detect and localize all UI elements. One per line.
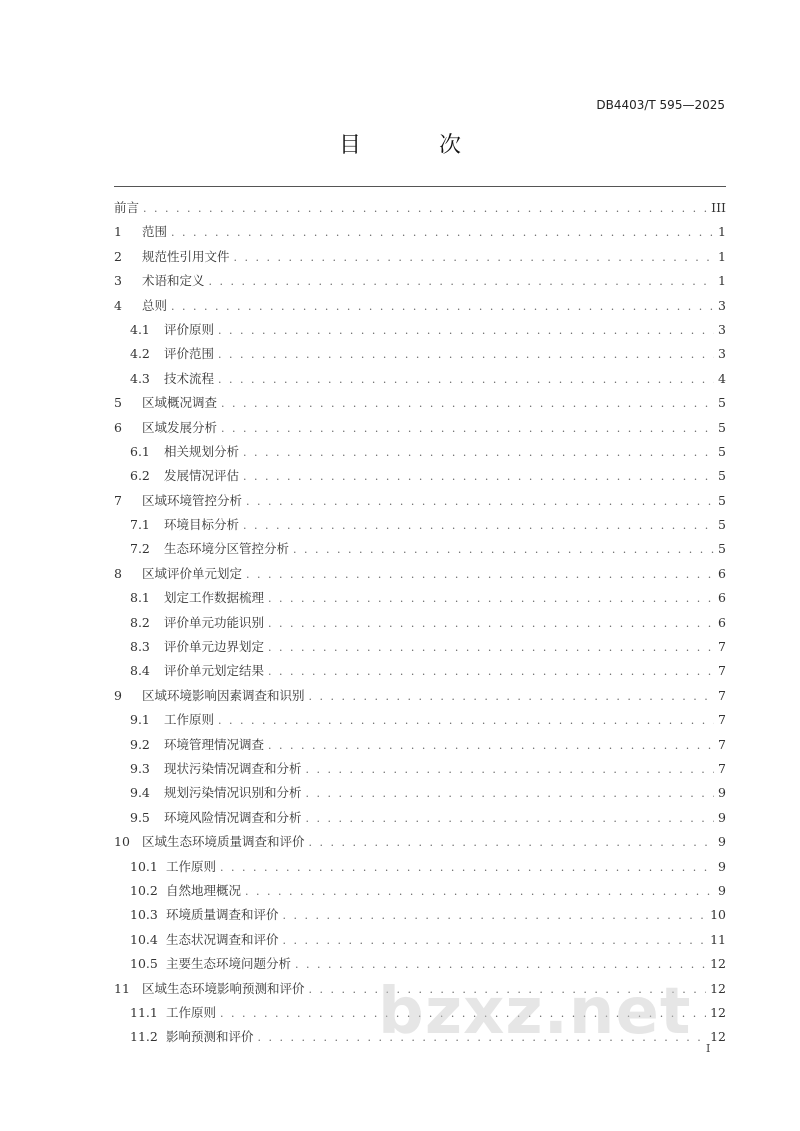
- toc-entry[interactable]: [114, 928, 726, 952]
- toc-dot-leader: [246, 490, 714, 514]
- toc-dot-leader: [283, 904, 707, 928]
- toc-entry-label: 区域评价单元划定: [142, 565, 243, 581]
- toc-entry-label: 区域概况调查: [142, 395, 218, 411]
- toc-entry[interactable]: [114, 952, 726, 976]
- toc-entry-number: 9.5: [130, 809, 150, 825]
- toc-entry-label: 工作原则: [166, 858, 217, 874]
- toc-dot-leader: [243, 465, 714, 489]
- toc-entry-number: 10.5: [130, 956, 158, 972]
- toc-entry-number: 8: [114, 565, 122, 581]
- toc-entry[interactable]: [114, 684, 726, 708]
- toc-entry[interactable]: [114, 489, 726, 513]
- toc-entry-page: 11: [710, 931, 726, 947]
- toc-entry[interactable]: [114, 391, 726, 415]
- toc-entry-page: 9: [718, 834, 726, 850]
- toc-dot-leader: [309, 685, 715, 709]
- toc-entry-page: 5: [718, 541, 726, 557]
- toc-dot-leader: [243, 514, 714, 538]
- toc-entry-number: 8.3: [130, 639, 150, 655]
- toc-entry-number: 6: [114, 419, 122, 435]
- toc-entry[interactable]: [114, 855, 726, 879]
- toc-dot-leader: [218, 319, 714, 343]
- toc-entry[interactable]: [114, 708, 726, 732]
- toc-dot-leader: [220, 856, 714, 880]
- toc-dot-leader: [143, 197, 707, 221]
- toc-entry-label: 工作原则: [166, 1004, 217, 1020]
- toc-entry-number: 6.1: [130, 443, 150, 459]
- toc-entry[interactable]: [114, 733, 726, 757]
- toc-entry-page: 12: [710, 1004, 726, 1020]
- toc-entry[interactable]: [114, 342, 726, 366]
- toc-entry-page: 1: [718, 224, 726, 240]
- toc-entry-page: 7: [718, 663, 726, 679]
- toc-entry[interactable]: [114, 367, 726, 391]
- toc-entry-number: 10.4: [130, 931, 158, 947]
- toc-entry-label: 区域发展分析: [142, 419, 218, 435]
- toc-entry-page: 9: [718, 858, 726, 874]
- toc-entry-number: 9.1: [130, 712, 150, 728]
- toc-entry-label: 发展情况评估: [164, 468, 240, 484]
- toc-dot-leader: [218, 709, 714, 733]
- toc-entry-number: 11.2: [130, 1029, 158, 1045]
- toc-entry[interactable]: [114, 416, 726, 440]
- doc-code: DB4403/T 595—2025: [596, 98, 725, 112]
- toc-entry[interactable]: [114, 830, 726, 854]
- toc-entry-number: 8.4: [130, 663, 150, 679]
- page-number: I: [706, 1042, 711, 1055]
- toc-dot-leader: [221, 392, 714, 416]
- toc-dot-leader: [306, 758, 715, 782]
- toc-entry-label: 生态环境分区管控分析: [164, 541, 290, 557]
- toc-entry-number: 11: [114, 980, 130, 996]
- toc-entry-number: 7: [114, 492, 122, 508]
- toc-dot-leader: [306, 782, 715, 806]
- toc-dot-leader: [245, 880, 714, 904]
- watermark: bzxz.net: [378, 975, 692, 1049]
- toc-entry-page: 3: [718, 297, 726, 313]
- toc-entry[interactable]: [114, 294, 726, 318]
- toc-entry-number: 1: [114, 224, 122, 240]
- toc-entry-page: 1: [718, 273, 726, 289]
- toc-entry-page: 7: [718, 760, 726, 776]
- toc-dot-leader: [293, 538, 714, 562]
- toc-entry-label: 现状污染情况调查和分析: [164, 760, 302, 776]
- toc-entry-page: 9: [718, 809, 726, 825]
- toc-entry[interactable]: [114, 757, 726, 781]
- toc-entry-page: 12: [710, 1029, 726, 1045]
- toc-entry-label: 区域生态环境影响预测和评价: [142, 980, 305, 996]
- toc-entry-label: 环境目标分析: [164, 517, 240, 533]
- toc-entry-page: 5: [718, 419, 726, 435]
- toc-entry-page: 7: [718, 639, 726, 655]
- toc-entry-page: 1: [718, 248, 726, 264]
- toc-entry[interactable]: [114, 879, 726, 903]
- toc-entry-label: 评价范围: [164, 346, 215, 362]
- toc-entry-label: 规范性引用文件: [142, 248, 230, 264]
- toc-dot-leader: [218, 368, 714, 392]
- toc-entry-number: 4.1: [130, 321, 150, 337]
- toc-entry-number: 9.3: [130, 760, 150, 776]
- toc-dot-leader: [218, 343, 714, 367]
- toc-entry-label: 评价单元划定结果: [164, 663, 265, 679]
- toc-entry-label: 环境质量调查和评价: [166, 907, 279, 923]
- toc-entry[interactable]: [114, 806, 726, 830]
- toc-dot-leader: [295, 953, 706, 977]
- toc-entry-label: 前言: [114, 200, 140, 215]
- toc-entry-number: 4.2: [130, 346, 150, 362]
- toc-entry[interactable]: [114, 269, 726, 293]
- toc-entry[interactable]: [114, 903, 726, 927]
- toc-entry[interactable]: [114, 464, 726, 488]
- toc-entry[interactable]: [114, 781, 726, 805]
- toc-entry-page: 4: [718, 370, 726, 386]
- toc-dot-leader: [234, 246, 715, 270]
- toc-entry-page: 5: [718, 395, 726, 411]
- toc-dot-leader: [268, 587, 714, 611]
- toc-entry-page: 6: [718, 565, 726, 581]
- toc-entry-number: 2: [114, 248, 122, 264]
- toc-entry-number: 9.2: [130, 736, 150, 752]
- toc-entry[interactable]: [114, 586, 726, 610]
- toc-entry-number: 8.1: [130, 590, 150, 606]
- toc-dot-leader: [243, 441, 714, 465]
- toc-entry[interactable]: [114, 562, 726, 586]
- toc-entry-number: 9.4: [130, 785, 150, 801]
- toc-entry-page: 12: [710, 980, 726, 996]
- toc-entry-label: 评价单元功能识别: [164, 614, 265, 630]
- toc-entry-label: 评价原则: [164, 321, 215, 337]
- toc-entry-page: 3: [718, 321, 726, 337]
- toc-entry-label: 相关规划分析: [164, 443, 240, 459]
- table-of-contents: [114, 196, 726, 1050]
- toc-entry-number: 9: [114, 687, 122, 703]
- toc-entry-number: 11.1: [130, 1004, 158, 1020]
- toc-entry-label: 生态状况调查和评价: [166, 931, 279, 947]
- toc-entry-number: 7.2: [130, 541, 150, 557]
- toc-entry[interactable]: [114, 440, 726, 464]
- header-rule: [114, 186, 726, 187]
- toc-entry-page: 6: [718, 614, 726, 630]
- toc-entry-label: 环境风险情况调查和分析: [164, 809, 302, 825]
- toc-entry-label: 总则: [142, 297, 168, 313]
- toc-entry-number: 10.3: [130, 907, 158, 923]
- toc-entry-number: 4.3: [130, 370, 150, 386]
- toc-entry-label: 工作原则: [164, 712, 215, 728]
- toc-entry-label: 区域环境影响因素调查和识别: [142, 687, 305, 703]
- toc-dot-leader: [268, 636, 714, 660]
- toc-entry-page: 5: [718, 468, 726, 484]
- toc-dot-leader: [246, 563, 714, 587]
- toc-entry-label: 环境管理情况调查: [164, 736, 265, 752]
- toc-entry-label: 技术流程: [164, 370, 215, 386]
- toc-dot-leader: [268, 612, 714, 636]
- toc-dot-leader: [306, 807, 715, 831]
- toc-entry-page: III: [711, 200, 726, 215]
- toc-entry[interactable]: [114, 513, 726, 537]
- toc-entry-label: 影响预测和评价: [166, 1029, 254, 1045]
- toc-entry[interactable]: [114, 220, 726, 244]
- toc-entry-number: 10: [114, 834, 130, 850]
- toc-dot-leader: [309, 831, 715, 855]
- toc-entry-number: 10.2: [130, 882, 158, 898]
- toc-entry[interactable]: [114, 537, 726, 561]
- toc-dot-leader: [171, 295, 714, 319]
- toc-entry-page: 10: [710, 907, 726, 923]
- toc-entry-page: 7: [718, 712, 726, 728]
- toc-entry[interactable]: [114, 318, 726, 342]
- toc-entry-label: 范围: [142, 224, 168, 240]
- toc-entry-page: 9: [718, 785, 726, 801]
- toc-entry-number: 7.1: [130, 517, 150, 533]
- toc-dot-leader: [171, 221, 714, 245]
- toc-entry-number: 8.2: [130, 614, 150, 630]
- toc-entry-page: 6: [718, 590, 726, 606]
- toc-entry[interactable]: [114, 245, 726, 269]
- toc-entry-number: 5: [114, 395, 122, 411]
- toc-entry[interactable]: [114, 611, 726, 635]
- toc-entry-label: 区域环境管控分析: [142, 492, 243, 508]
- toc-entry-page: 12: [710, 956, 726, 972]
- toc-dot-leader: [268, 734, 714, 758]
- toc-entry-number: 3: [114, 273, 122, 289]
- toc-dot-leader: [221, 417, 714, 441]
- toc-entry-page: 9: [718, 882, 726, 898]
- toc-entry-label: 划定工作数据梳理: [164, 590, 265, 606]
- toc-entry-page: 5: [718, 517, 726, 533]
- toc-entry[interactable]: [114, 196, 726, 220]
- toc-entry-number: 4: [114, 297, 122, 313]
- toc-entry-number: 6.2: [130, 468, 150, 484]
- toc-entry-label: 自然地理概况: [166, 882, 242, 898]
- toc-dot-leader: [268, 660, 714, 684]
- toc-entry-label: 主要生态环境问题分析: [166, 956, 292, 972]
- toc-entry-label: 规划污染情况识别和分析: [164, 785, 302, 801]
- toc-entry[interactable]: [114, 659, 726, 683]
- page-title: 目 次: [338, 133, 489, 158]
- toc-entry-page: 3: [718, 346, 726, 362]
- toc-entry[interactable]: [114, 635, 726, 659]
- toc-entry-page: 5: [718, 492, 726, 508]
- toc-dot-leader: [209, 270, 715, 294]
- toc-entry-label: 术语和定义: [142, 273, 205, 289]
- toc-dot-leader: [283, 929, 707, 953]
- toc-entry-number: 10.1: [130, 858, 158, 874]
- toc-entry-page: 5: [718, 443, 726, 459]
- toc-entry-label: 评价单元边界划定: [164, 639, 265, 655]
- toc-entry-page: 7: [718, 736, 726, 752]
- toc-entry-label: 区域生态环境质量调查和评价: [142, 834, 305, 850]
- toc-entry-page: 7: [718, 687, 726, 703]
